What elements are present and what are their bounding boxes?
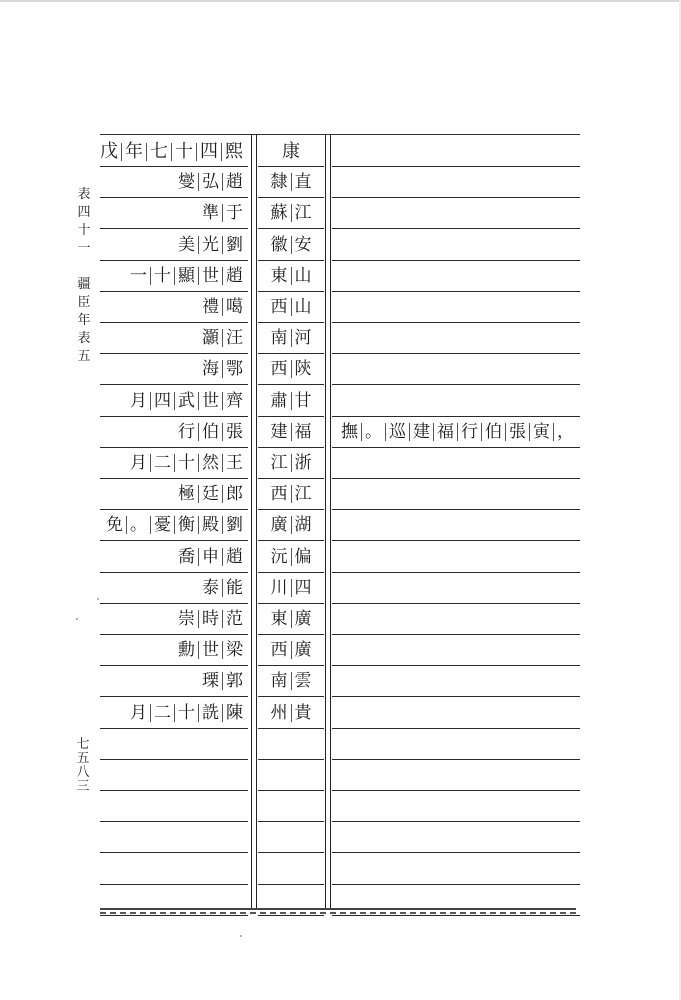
official-name-cell-text: 燮 弘 趙 [175, 172, 246, 192]
province-cell [258, 261, 324, 291]
official-name-cell-text: 禮 噶 [199, 297, 246, 317]
official-name-cell [100, 635, 246, 665]
official-name-cell [100, 417, 246, 447]
table-row [100, 167, 582, 198]
note-cell [332, 604, 578, 634]
province-cell-text: 徽 安 [268, 235, 315, 255]
table-top-rule [100, 134, 580, 135]
official-name-cell [100, 261, 246, 291]
official-name-cell-text: 戊 年 七 十 四 熙 [97, 141, 246, 162]
note-cell [332, 635, 578, 665]
official-name-cell-text: 海 鄂 [199, 359, 246, 379]
table-row [100, 791, 582, 822]
table-row [100, 323, 582, 354]
table-row [100, 760, 582, 791]
province-cell [258, 354, 324, 384]
margin-char: 表 [77, 331, 91, 346]
official-name-cell-text: 泰 能 [199, 578, 246, 598]
official-name-cell-text: 崇 時 范 [175, 609, 246, 629]
note-cell [332, 292, 578, 322]
official-name-cell-text: 瑮 郭 [199, 671, 246, 691]
province-cell-text: 州 貴 [268, 703, 315, 723]
official-name-cell [100, 791, 246, 821]
province-cell [258, 791, 324, 821]
note-cell [332, 167, 578, 197]
province-cell [258, 729, 324, 759]
note-cell [332, 198, 578, 228]
province-cell [258, 822, 324, 852]
note-cell [332, 354, 578, 384]
province-cell [258, 698, 324, 728]
margin-char: 七 [76, 737, 90, 752]
bottom-dotted-rule [100, 912, 580, 914]
province-cell-text: 康 [282, 140, 300, 162]
province-cell [258, 292, 324, 322]
official-name-cell-text: 免 。 憂 衡 殿 劉 [103, 515, 246, 535]
margin-char: 四 [77, 205, 91, 220]
table-row [100, 292, 582, 323]
note-cell [332, 854, 578, 884]
province-cell [258, 230, 324, 260]
province-cell-text: 西 廣 [268, 640, 315, 660]
margin-char: 八 [76, 765, 90, 780]
official-name-cell [100, 167, 246, 197]
official-name-cell [100, 729, 246, 759]
province-cell-text: 廣 湖 [268, 515, 315, 535]
note-cell [332, 230, 578, 260]
note-cell [332, 542, 578, 572]
official-name-cell [100, 386, 246, 416]
table-row [100, 448, 582, 479]
province-cell [258, 448, 324, 478]
province-cell-text: 川 四 [268, 578, 315, 598]
official-name-cell-text: 準 于 [199, 203, 246, 223]
margin-char: 疆 [77, 277, 91, 292]
province-cell [258, 323, 324, 353]
margin-char: 臣 [77, 295, 91, 310]
note-cell-text: 撫 。 巡 建 福 行 伯 張 寅 ， [338, 422, 577, 442]
table-row [100, 573, 582, 604]
official-name-cell-text: 勳 世 梁 [175, 640, 246, 660]
note-cell [332, 417, 578, 447]
province-cell-text: 西 陝 [268, 359, 315, 379]
note-cell [332, 885, 578, 915]
official-name-cell-text: 行 伯 張 [175, 422, 246, 442]
table-row [100, 386, 582, 417]
province-cell-text: 東 廣 [268, 609, 315, 629]
note-cell [332, 573, 578, 603]
province-cell-text: 江 浙 [268, 453, 315, 473]
province-cell [258, 417, 324, 447]
official-name-cell [100, 136, 246, 166]
note-cell [332, 791, 578, 821]
province-cell-text: 蘇 江 [268, 203, 315, 223]
official-name-cell [100, 198, 246, 228]
margin-char: 年 [77, 313, 91, 328]
province-cell-text: 西 山 [268, 297, 315, 317]
official-name-cell [100, 822, 246, 852]
margin-char: 五 [77, 349, 91, 364]
note-cell [332, 822, 578, 852]
note-cell [332, 136, 578, 166]
official-name-cell [100, 760, 246, 790]
table-row [100, 729, 582, 760]
print-speck [97, 598, 99, 600]
official-name-cell [100, 479, 246, 509]
table-row [100, 854, 582, 885]
table-row [100, 698, 582, 729]
table-row [100, 230, 582, 261]
province-cell-text: 西 江 [268, 484, 315, 504]
row-rule [100, 915, 248, 916]
official-name-cell [100, 230, 246, 260]
province-cell-text: 肅 甘 [268, 391, 315, 411]
province-cell [258, 854, 324, 884]
table-row [100, 417, 582, 448]
official-name-cell-text: 月 四 武 世 齊 [127, 391, 246, 411]
margin-char [74, 258, 94, 276]
province-cell [258, 885, 324, 915]
official-name-cell [100, 854, 246, 884]
official-name-cell [100, 698, 246, 728]
province-cell-text: 南 河 [268, 328, 315, 348]
row-rule [332, 915, 580, 916]
table-row [100, 822, 582, 853]
province-cell [258, 479, 324, 509]
page-top-edge [0, 0, 681, 2]
official-chronology-table [100, 134, 582, 914]
margin-char: 表 [77, 187, 91, 202]
margin-page-number [72, 738, 94, 794]
table-header-row [100, 136, 582, 167]
table-row [100, 635, 582, 666]
note-cell [332, 323, 578, 353]
province-cell-text: 沅 偏 [268, 547, 315, 567]
province-cell [258, 542, 324, 572]
province-cell [258, 386, 324, 416]
official-name-cell [100, 323, 246, 353]
official-name-cell [100, 885, 246, 915]
row-rule [258, 915, 324, 916]
margin-char: 十 [77, 223, 91, 238]
margin-char: 一 [77, 241, 91, 256]
margin-char: 五 [76, 751, 90, 766]
table-row [100, 542, 582, 573]
province-cell [258, 635, 324, 665]
margin-char: 三 [76, 779, 90, 794]
note-cell [332, 760, 578, 790]
province-cell-text: 東 山 [268, 266, 315, 286]
official-name-cell-text: 一 十 顯 世 趙 [127, 266, 246, 286]
print-speck [240, 935, 242, 937]
province-cell [258, 167, 324, 197]
province-cell-text: 南 雲 [268, 671, 315, 691]
official-name-cell [100, 542, 246, 572]
official-name-cell [100, 573, 246, 603]
note-cell [332, 698, 578, 728]
official-name-cell-text: 極 廷 郎 [175, 484, 246, 504]
province-cell [258, 760, 324, 790]
note-cell [332, 729, 578, 759]
province-cell [258, 666, 324, 696]
table-row [100, 666, 582, 697]
note-cell [332, 386, 578, 416]
table-row [100, 604, 582, 635]
margin-section-title [74, 186, 94, 366]
table-row [100, 479, 582, 510]
note-cell [332, 448, 578, 478]
province-cell [258, 510, 324, 540]
official-name-cell [100, 448, 246, 478]
note-cell [332, 666, 578, 696]
note-cell [332, 261, 578, 291]
province-cell [258, 573, 324, 603]
note-cell [332, 479, 578, 509]
province-cell [258, 604, 324, 634]
province-cell-text: 建 福 [268, 422, 315, 442]
official-name-cell-text: 灝 汪 [199, 328, 246, 348]
official-name-cell [100, 604, 246, 634]
table-row [100, 354, 582, 385]
table-row [100, 510, 582, 541]
print-speck [76, 618, 78, 620]
official-name-cell [100, 354, 246, 384]
official-name-cell [100, 292, 246, 322]
official-name-cell [100, 510, 246, 540]
note-cell [332, 510, 578, 540]
official-name-cell-text: 月 二 十 然 王 [127, 453, 246, 473]
official-name-cell [100, 666, 246, 696]
official-name-cell-text: 喬 申 趙 [175, 547, 246, 567]
official-name-cell-text: 月 二 十 詵 陳 [127, 703, 246, 723]
table-row [100, 261, 582, 292]
province-cell-text: 隸 直 [268, 172, 315, 192]
official-name-cell-text: 美 光 劉 [175, 235, 246, 255]
province-cell [258, 198, 324, 228]
province-cell [258, 136, 324, 166]
table-row [100, 198, 582, 229]
